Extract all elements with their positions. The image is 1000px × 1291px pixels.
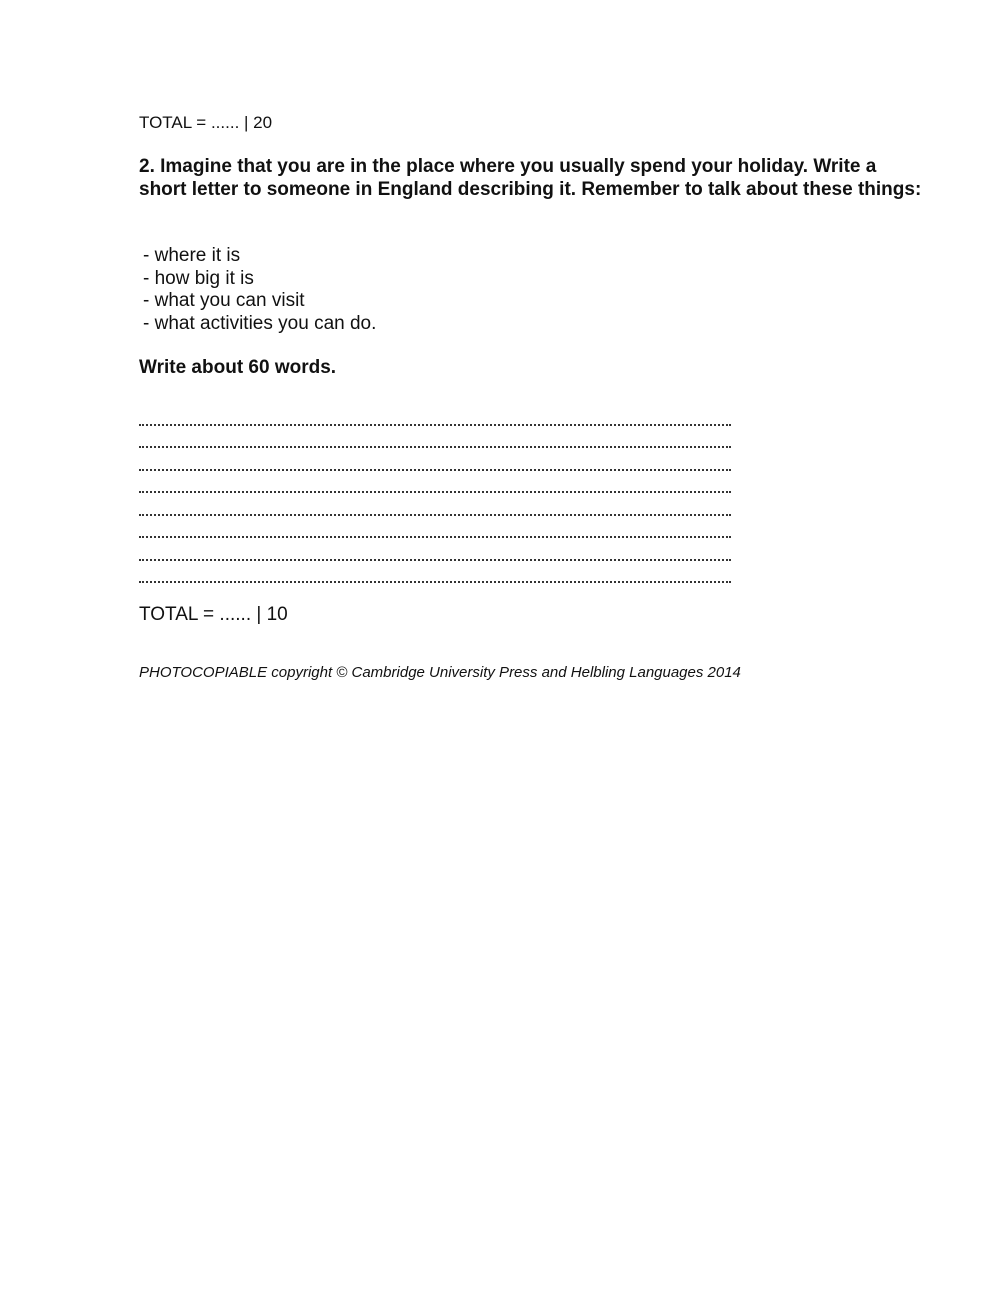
answer-line: [139, 403, 731, 426]
topic-bullet-list: [143, 245, 376, 335]
section-total-score: TOTAL = ...... | 20: [139, 113, 273, 132]
answer-line: [139, 448, 731, 471]
answer-line: [139, 426, 731, 449]
copyright-notice: PHOTOCOPIABLE copyright © Cambridge University Press and Helbling Languages 2014: [139, 664, 741, 681]
answer-line: [139, 471, 731, 494]
question-prompt: 2. Imagine that you are in the place where you usually spend your holiday. Write a short letter to someone in England describing it. Remember to talk about these things:: [139, 156, 922, 200]
answer-line: [139, 516, 731, 539]
topic-bullet: - where it is: [143, 245, 241, 266]
answer-line: [139, 561, 731, 584]
answer-line: [139, 493, 731, 516]
answer-line: [139, 538, 731, 561]
word-count-instruction: Write about 60 words.: [139, 357, 337, 378]
topic-bullet: - how big it is: [143, 267, 254, 289]
question-total-score: TOTAL = ...... | 10: [139, 604, 288, 625]
answer-lines: [139, 403, 731, 583]
topic-bullet: - what activities you can do.: [143, 312, 377, 334]
topic-bullet: - what you can visit: [143, 290, 305, 311]
